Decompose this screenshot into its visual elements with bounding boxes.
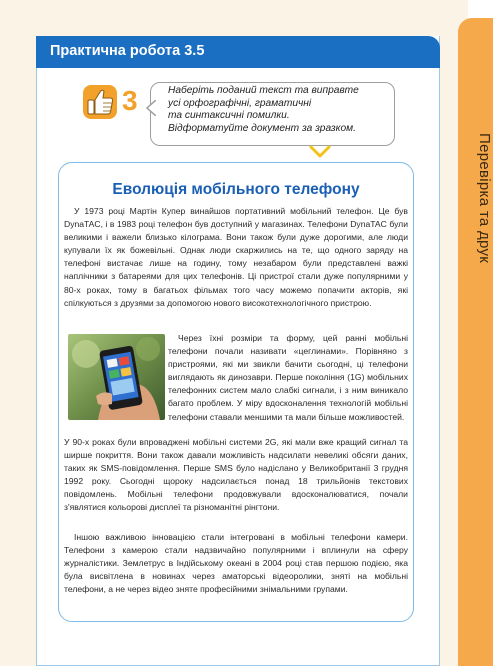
task-line: Наберіть поданий текст та виправте xyxy=(168,85,359,96)
header-title: Практична робота 3.5 xyxy=(50,43,205,59)
document-title: Еволюція мобільного телефону xyxy=(112,181,360,198)
chevron-down-icon xyxy=(309,145,331,159)
thumbs-up-icon xyxy=(82,84,118,120)
task-bubble-pointer xyxy=(146,100,156,116)
document-paragraph: Через їхні розміри та форму, цей ранні мобільні телефони почали називати «цеглинами». Порівняно з пристроями, які ми звикли бачити сьогодні, ці телефони виглядають як динозаври. Перше покоління (1G) мобільних телефонних систем мало слабкі сигнали, і з ним виникало багато проблем. У міру вдосконалення технологій мобільні телефони ставали меншими та мали більше можливостей. xyxy=(168,333,408,422)
task-line: усі орфографічні, граматичні xyxy=(168,97,312,109)
task-line: та синтаксичні помилки. xyxy=(168,110,290,122)
task-level xyxy=(82,84,152,128)
header-bar xyxy=(36,36,440,68)
smartphone-photo xyxy=(68,334,165,420)
task-line: Відформатуйте документ за зразком. xyxy=(168,122,356,134)
document-paragraph: У 90-х роках були впроваджені мобільні системи 2G, які мали вже кращий сигнал та ширше покриття. Вони також давали можливість надсилати невеликі обсяги даних, таких як SMS-повідомлення. Перше SMS було надіслано у Великобританії 3 грудня 1992 року. Сьогодні щороку надсилається понад 18 трильйонів текстових повідомлень. Мобільні телефони продовжували вдосконалюватися, почали з'являтися кольорові дисплеї та різноманітні рінгтони. xyxy=(64,437,408,513)
task-level-number: 3 xyxy=(122,85,138,116)
side-tab xyxy=(458,18,493,666)
side-tab-label: Перевірка та друк xyxy=(476,132,493,264)
document-paragraph: У 1973 році Мартін Купер винайшов портативний мобільний телефон. Це був DynaTAC, і в 1983 році телефон був доступний у магазинах. Телефони DynaTAC були великими і важели близько кілограма. Вони також були дуже дорогими, але люди купували їх як божевільні. Однак люди скаржились на те, що одного заряду на телефоні вистачає лише на годину, тому незабаром були представлені важкі наплічники з батареями для цих телефонів. Ці пристрої стали дуже популярними у 80-х роках, тому в багатьох фільмах того часу можемо попачити акторів, які спілкуються з друзями за допомогою нового високотехнологічного пристрою. xyxy=(64,206,408,308)
document-paragraph: Іншою важливою інновацією стали інтегровані в мобільні телефони камери. Телефони з камерою стали надзвичайно популярними і вплинули на сферу журналістики. Землетрус в Індійському океані в 2004 році став першою подією, яка була висвітлена в новинах через аматорські відеоролики, зняті на мобільні телефони, а не через відео зняте професійними знімальними групами. xyxy=(64,532,408,595)
task-instructions xyxy=(168,85,390,135)
